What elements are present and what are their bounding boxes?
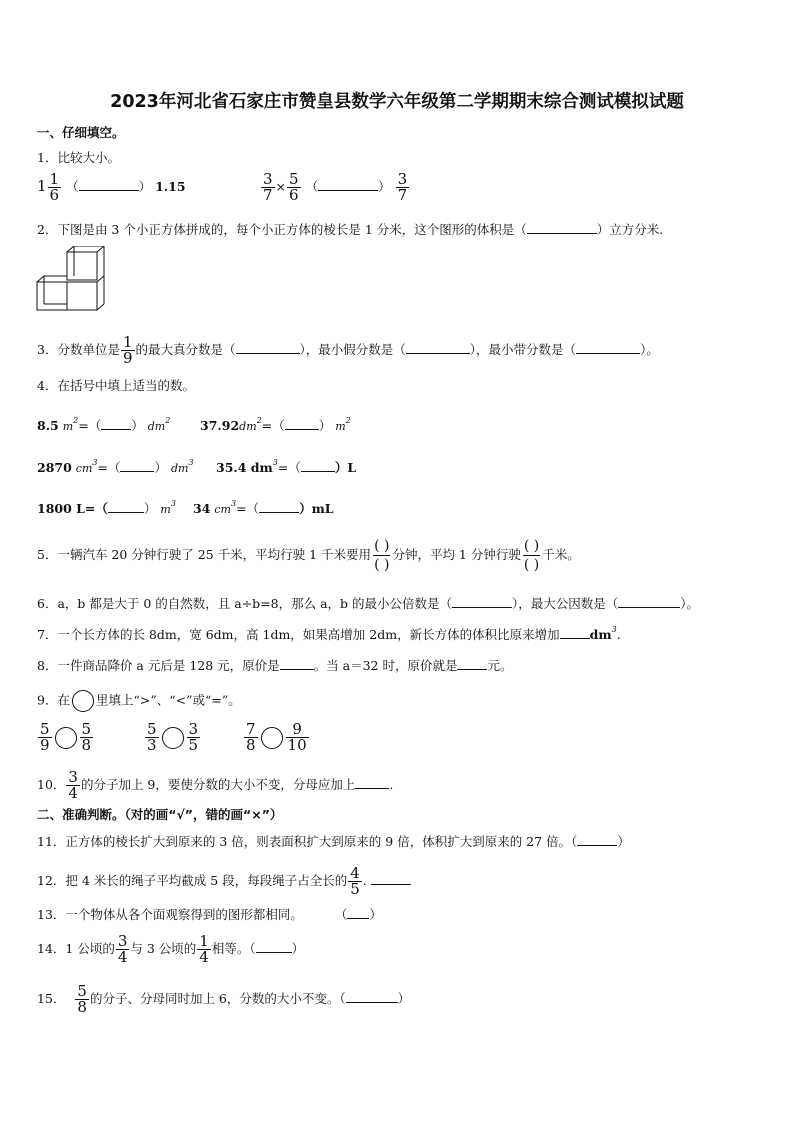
compare-pair-1 <box>37 722 94 753</box>
conversion-3a <box>37 499 176 517</box>
circle-icon <box>72 690 94 712</box>
denominator: 4 <box>117 948 128 966</box>
value: 34 <box>193 501 211 516</box>
denominator: 8 <box>246 736 256 754</box>
compare-pair-3 <box>243 722 310 753</box>
answer-blank[interactable] <box>318 178 378 191</box>
question-number: 7． <box>37 627 58 642</box>
value: 37.92 <box>200 418 240 433</box>
question-2 <box>37 220 663 238</box>
question-number: 14． <box>37 941 66 956</box>
question-text: 把 4 米长的绳子平均截成 5 段，每段绳子占全长的 <box>65 873 348 888</box>
value: 1800 L=（ <box>37 501 108 516</box>
question-4 <box>37 376 195 394</box>
mixed-whole: 1 <box>37 177 47 195</box>
unit: ）mL <box>299 501 334 516</box>
question-text: 在 <box>57 692 70 708</box>
question-1-part-b <box>260 172 410 203</box>
question-7 <box>37 625 621 643</box>
denominator: 4 <box>199 948 209 966</box>
answer-blank[interactable] <box>457 657 487 670</box>
question-text: 分钟，平均 1 分钟行驶 <box>392 547 521 562</box>
paren: ） <box>617 834 630 849</box>
answer-blank[interactable] <box>406 341 470 354</box>
question-text: 与 3 公顷的 <box>130 941 197 956</box>
question-1 <box>37 148 120 166</box>
compare-circle[interactable] <box>55 727 77 749</box>
question-text: 比较大小。 <box>57 150 120 165</box>
question-10 <box>37 770 393 801</box>
answer-blank[interactable] <box>79 178 139 191</box>
exponent: 2 <box>256 416 262 425</box>
numerator: 1 <box>49 170 60 188</box>
times-sign: × <box>275 179 287 194</box>
exponent: 2 <box>165 416 171 425</box>
question-text: . <box>616 627 621 642</box>
question-text: 元。 <box>487 658 513 673</box>
denominator: 6 <box>49 186 60 204</box>
question-8 <box>37 656 513 674</box>
answer-blank[interactable] <box>371 872 411 885</box>
question-number: 5． <box>37 547 58 562</box>
numerator: 3 <box>263 170 273 188</box>
question-number: 12． <box>37 873 66 888</box>
denominator: 4 <box>68 784 78 802</box>
fraction-blank[interactable] <box>523 539 540 572</box>
cube-figure <box>34 246 106 316</box>
exponent: 3 <box>170 499 176 508</box>
fraction-blank[interactable] <box>373 539 390 572</box>
fraction <box>145 722 159 753</box>
numerator: 3 <box>117 932 128 950</box>
numerator: 5 <box>147 720 157 738</box>
question-text: ）立方分米. <box>596 222 664 237</box>
question-number: 2． <box>37 222 58 237</box>
question-number: 3． <box>37 342 58 357</box>
denominator: 6 <box>289 186 299 204</box>
compare-pair-2 <box>144 722 201 753</box>
exponent: 3 <box>611 625 617 634</box>
unit: dm <box>589 627 612 642</box>
question-12 <box>37 866 411 897</box>
denominator: 8 <box>77 998 87 1016</box>
fraction <box>261 172 275 203</box>
value: 8.5 <box>37 418 59 433</box>
unit: dm <box>170 462 189 475</box>
numerator: 5 <box>289 170 299 188</box>
unit: cm <box>214 503 231 516</box>
question-number: 13． <box>37 907 66 922</box>
equals: =（ <box>261 418 285 433</box>
equals: =（ <box>78 418 102 433</box>
conversion-3b <box>193 499 334 517</box>
question-14 <box>37 934 304 965</box>
paren: ( ) <box>374 557 390 573</box>
denominator: 5 <box>350 880 360 898</box>
question-number: 6． <box>37 596 58 611</box>
question-text: 里填上“>”、“<”或“=”。 <box>95 692 241 708</box>
paren: ( ) <box>523 557 540 573</box>
unit: cm <box>75 462 93 475</box>
unit: m <box>62 420 74 433</box>
value: 2870 <box>37 460 72 475</box>
answer-blank[interactable] <box>236 341 300 354</box>
answer-blank[interactable] <box>347 906 369 919</box>
denominator: 5 <box>188 736 199 754</box>
fraction <box>348 866 362 897</box>
equals: =（ <box>277 460 301 475</box>
answer-blank[interactable] <box>108 500 144 513</box>
answer-blank[interactable] <box>618 595 680 608</box>
question-text: 一件商品降价 a 元后是 128 元，原价是 <box>57 658 280 673</box>
question-5 <box>37 539 580 572</box>
value: 35.4 d <box>216 460 260 475</box>
answer-blank[interactable] <box>355 776 389 789</box>
fraction <box>286 722 309 753</box>
exponent: 3 <box>92 458 98 467</box>
paren: ） <box>138 179 152 194</box>
question-text: 一辆汽车 20 分钟行驶了 25 千米，平均行驶 1 千米要用 <box>57 547 372 562</box>
answer-blank[interactable] <box>280 657 314 670</box>
paren: （ <box>66 179 79 194</box>
answer-blank[interactable] <box>576 341 640 354</box>
question-number: 8． <box>37 658 58 673</box>
unit: dm <box>239 420 257 433</box>
question-text: a，b 都是大于 0 的自然数，且 a÷b=8，那么 a，b 的最小公倍数是（ <box>57 596 453 611</box>
denominator: 9 <box>40 736 50 754</box>
unit: m <box>160 503 171 516</box>
value: 1.15 <box>155 179 186 194</box>
numerator: 3 <box>397 170 408 188</box>
fraction <box>396 172 410 203</box>
question-number: 9． <box>37 692 58 708</box>
answer-blank[interactable] <box>560 626 590 639</box>
fraction <box>80 722 94 753</box>
question-text: ），最小假分数是（ <box>299 342 406 357</box>
exponent: 2 <box>73 416 79 425</box>
question-text: 正方体的棱长扩大到原来的 3 倍，则表面积扩大到原来的 9 倍，体积扩大到原来的 27 倍。（ <box>65 834 578 849</box>
answer-blank[interactable] <box>285 417 319 430</box>
denominator: 3 <box>147 736 157 754</box>
answer-blank[interactable] <box>527 221 597 234</box>
denominator: 7 <box>263 186 273 204</box>
denominator: 10 <box>287 736 307 754</box>
numerator: 4 <box>350 864 360 882</box>
equals: =（ <box>97 460 121 475</box>
numerator: 3 <box>188 720 199 738</box>
unit: ）L <box>334 460 357 475</box>
numerator: 1 <box>199 932 209 950</box>
fraction <box>38 722 52 753</box>
question-number: 11． <box>37 834 66 849</box>
paren: （ <box>305 179 319 194</box>
numerator: 7 <box>246 720 256 738</box>
answer-blank[interactable] <box>101 417 131 430</box>
fraction <box>197 934 211 965</box>
numerator: 1 <box>122 333 133 351</box>
exponent: 3 <box>272 458 278 467</box>
question-13 <box>37 905 382 923</box>
fraction <box>75 984 89 1015</box>
answer-blank[interactable] <box>452 595 512 608</box>
answer-blank[interactable] <box>301 459 335 472</box>
conversion-2a <box>37 458 194 476</box>
paren: ） <box>318 418 332 433</box>
answer-blank[interactable] <box>256 940 292 953</box>
fraction <box>187 722 201 753</box>
question-text: 的分子、分母同时加上 6，分数的大小不变。（ <box>89 991 346 1006</box>
question-text: 。当 a＝32 时，原价就是 <box>313 658 458 673</box>
answer-blank[interactable] <box>120 459 154 472</box>
answer-blank[interactable] <box>577 833 617 846</box>
question-6 <box>37 594 699 612</box>
paren: ） <box>369 907 382 922</box>
numerator: 5 <box>77 982 87 1000</box>
question-text: ），最大公因数是（ <box>512 596 619 611</box>
question-text: 的分子加上 9，要使分数的大小不变，分母应加上 <box>80 777 356 792</box>
answer-blank[interactable] <box>346 990 398 1003</box>
question-number: 4． <box>37 378 58 393</box>
question-text: . <box>389 777 394 792</box>
paren: ( ) <box>374 538 390 554</box>
fraction <box>48 172 62 203</box>
fraction <box>287 172 301 203</box>
section-heading-2: 二、准确判断。（对的画“√”，错的画“×”） <box>37 807 283 822</box>
question-number: 15． <box>37 991 66 1006</box>
question-text: 千米。 <box>542 547 580 562</box>
question-text: 分数单位是 <box>57 342 120 357</box>
section-heading-1: 一、仔细填空。 <box>37 125 125 140</box>
unit: dm <box>147 420 166 433</box>
question-11 <box>37 832 630 850</box>
question-3 <box>37 335 659 366</box>
denominator: 7 <box>397 186 408 204</box>
paren: ( ) <box>523 538 540 554</box>
compare-circle[interactable] <box>261 727 283 749</box>
exponent: 3 <box>230 499 237 508</box>
fraction <box>121 335 135 366</box>
exponent: 3 <box>188 458 194 467</box>
conversion-1b <box>200 416 351 434</box>
question-text: 下图是由 3 个小正方体拼成的，每个小正方体的棱长是 1 分米，这个图形的体积是（ <box>57 222 527 237</box>
numerator: 5 <box>40 720 50 738</box>
denominator: 9 <box>122 349 133 367</box>
page-title: 2023年河北省石家庄市赞皇县数学六年级第二学期期末综合测试模拟试题 <box>110 92 684 112</box>
conversion-1a <box>37 416 170 434</box>
paren: ） <box>154 460 167 475</box>
paren: （ <box>334 907 348 922</box>
question-text: 在括号中填上适当的数。 <box>57 378 195 393</box>
unit: m <box>335 420 346 433</box>
question-text: . <box>362 873 367 888</box>
exponent: 2 <box>345 416 351 425</box>
fraction <box>66 770 80 801</box>
question-text: 相等。（ <box>211 941 256 956</box>
question-9 <box>37 690 241 712</box>
numerator: 5 <box>81 720 92 738</box>
paren: ） <box>291 941 305 956</box>
question-1-part-a <box>37 172 186 203</box>
numerator: 9 <box>292 720 302 738</box>
fraction <box>244 722 258 753</box>
equals: =（ <box>236 501 260 516</box>
numerator: 3 <box>68 768 78 786</box>
paren: ） <box>143 501 157 516</box>
question-text: ）。 <box>640 342 659 357</box>
paren: ） <box>131 418 144 433</box>
paren: ） <box>378 179 391 194</box>
question-text: 一个物体从各个面观察得到的图形都相同。 <box>65 907 303 922</box>
denominator: 8 <box>81 736 92 754</box>
unit: m <box>259 460 273 475</box>
question-text: ），最小带分数是（ <box>469 342 577 357</box>
fraction <box>116 934 130 965</box>
question-text: 1 公顷的 <box>65 941 115 956</box>
paren: ） <box>397 991 411 1006</box>
question-text: 的最大真分数是（ <box>135 342 236 357</box>
question-text: 一个长方体的长 8dm，宽 6dm，高 1dm，如果高增加 2dm，新长方体的体积比原来增加 <box>57 627 560 642</box>
answer-blank[interactable] <box>259 500 299 513</box>
compare-circle[interactable] <box>162 727 184 749</box>
question-text: ）。 <box>680 596 700 611</box>
question-number: 1． <box>37 150 58 165</box>
question-15 <box>37 984 410 1015</box>
question-number: 10． <box>37 777 66 792</box>
conversion-2b <box>216 458 356 476</box>
